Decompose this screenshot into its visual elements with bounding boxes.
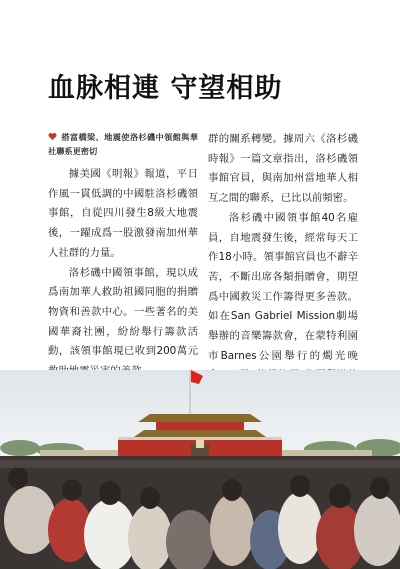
crowd <box>0 456 400 569</box>
tiananmen-crowd-photo <box>0 370 400 569</box>
heart-icon <box>48 132 57 141</box>
paragraph: 據美國《明報》報道，平日作風一貫低調的中國駐洛杉磯領事館，自從四川發生8級大地震後，一躍成爲一股激發南加州華人社群的力量。 <box>48 168 198 259</box>
gate-building <box>118 414 282 459</box>
headline: 血脉相連 守望相助 <box>48 73 283 104</box>
paragraph: 洛杉磯中國領事館40名雇員，自地震發生後，經常每天工作18小時。領事館官員也不辭辛苦，不斷出席各類捐贈會，期望爲中國救災工作籌得更多善款。如在San Gabriel Mission劇場舉辦的音樂籌款會，在蒙特利園市Barnes公園舉行的燭光晚 <box>208 211 358 362</box>
paragraph: 洛杉磯中國領事館，現以成爲南加華人救助祖國同胞的捐贈物資和善款中心。一些著名的美國華裔社團，紛紛舉行籌款活動，該領事館現已收到200萬元 <box>48 266 198 358</box>
caption-text: 搭富橋梁、地震使洛杉磯中領館與華社聯系更密切 <box>48 132 198 156</box>
photo-caption <box>48 130 198 158</box>
paragraph: 群的關系轉變。據周六《洛杉磯時報》一篇文章指出，洛杉磯領事館官員，與南加州當地華人相互之間的聯系，已比以前頻密。 <box>208 133 358 205</box>
